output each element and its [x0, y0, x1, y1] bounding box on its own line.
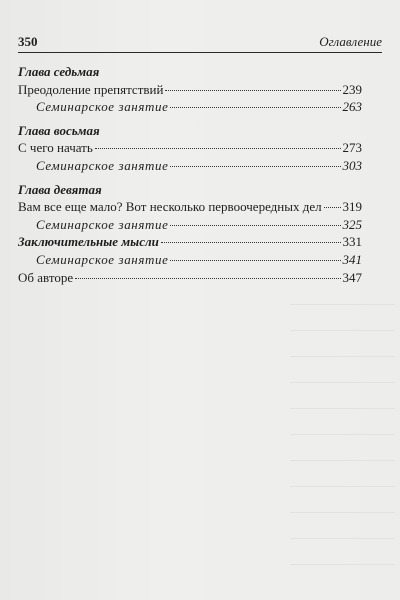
page-number: 350: [18, 34, 38, 49]
toc-subentry: [18, 98, 362, 116]
dot-leader: [170, 225, 340, 226]
subentry-title: Семинарское занятие: [36, 251, 169, 267]
entry-title: Вам все еще мало? Вот несколько первоочередных дел: [18, 199, 322, 215]
toc-entry: [18, 81, 362, 99]
toc-subentry: [18, 251, 362, 269]
entry-title: Заключительные мысли: [18, 234, 159, 250]
subentry-page: 325: [342, 216, 362, 232]
toc-subentry: [18, 216, 362, 234]
subentry-title: Семинарское занятие: [36, 157, 169, 173]
chapter-label: Глава восьмая: [18, 122, 100, 138]
entry-title: Об авторе: [18, 269, 74, 285]
entry-title: Преодоление препятствий: [18, 81, 164, 97]
chapter-label: Глава девятая: [18, 181, 102, 197]
entry-page: 239: [342, 81, 362, 97]
toc-entry: [18, 198, 362, 216]
header-rule: [18, 52, 382, 53]
bleed-through-texture: [290, 290, 395, 590]
dot-leader: [324, 207, 341, 208]
subentry-title: Семинарское занятие: [36, 216, 169, 232]
subentry-page: 263: [342, 99, 362, 115]
dot-leader: [165, 90, 340, 91]
dot-leader: [75, 278, 340, 279]
page-header: [18, 34, 382, 50]
entry-page: 319: [342, 199, 362, 215]
subentry-page: 341: [342, 251, 362, 267]
chapter-heading: [18, 122, 362, 140]
toc-entry: [18, 139, 362, 157]
chapter-heading: [18, 181, 362, 199]
dot-leader: [170, 166, 340, 167]
entry-title: С чего начать: [18, 140, 93, 156]
dot-leader: [161, 242, 341, 243]
subentry-page: 303: [342, 157, 362, 173]
running-head: Оглавление: [319, 34, 382, 49]
entry-page: 347: [342, 269, 362, 285]
toc-entry: [18, 269, 362, 287]
dot-leader: [95, 148, 341, 149]
chapter-label: Глава седьмая: [18, 64, 100, 79]
toc-entry-bold: [18, 233, 362, 251]
subentry-title: Семинарское занятие: [36, 99, 169, 115]
entry-page: 331: [342, 234, 362, 250]
table-of-contents: [18, 63, 362, 286]
entry-page: 273: [342, 140, 362, 156]
chapter-heading: [18, 63, 362, 81]
toc-subentry: [18, 157, 362, 175]
dot-leader: [170, 260, 340, 261]
dot-leader: [170, 107, 340, 108]
